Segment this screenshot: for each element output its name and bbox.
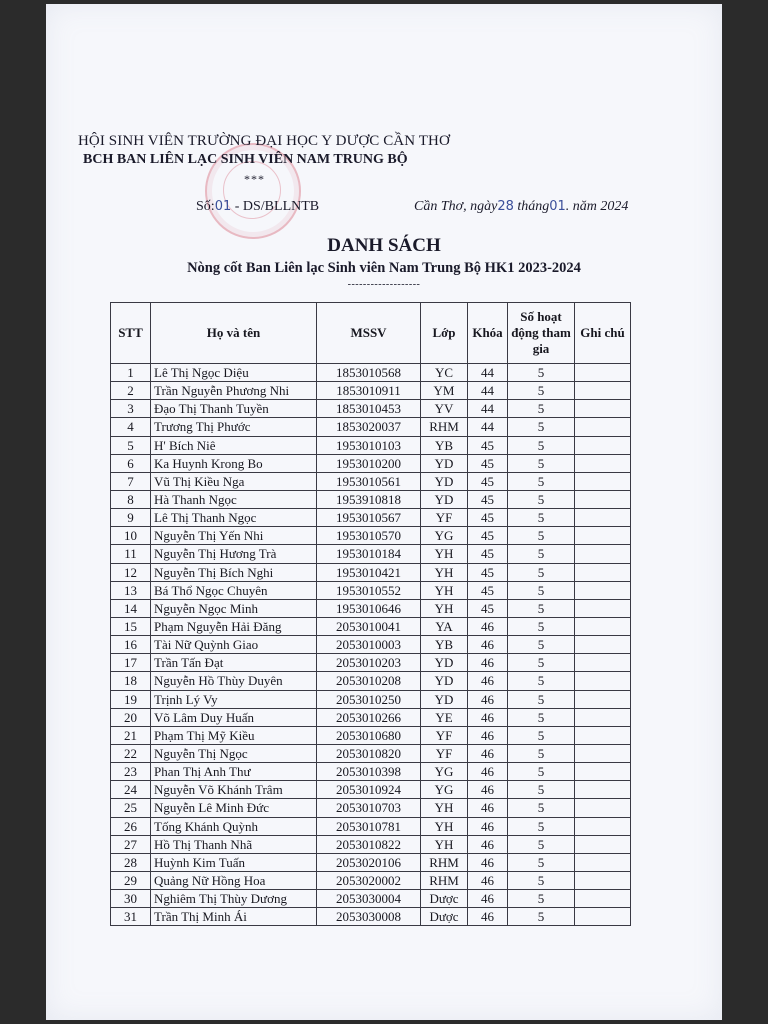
cell-notes (575, 835, 631, 853)
cell-student-id: 1953010570 (317, 527, 421, 545)
cell-cohort: 46 (468, 908, 508, 926)
cell-class: YA (421, 617, 468, 635)
cell-cohort: 45 (468, 490, 508, 508)
table-row (111, 454, 631, 472)
table-row (111, 871, 631, 889)
cell-stt: 23 (111, 763, 151, 781)
cell-class: YD (421, 654, 468, 672)
table-row (111, 726, 631, 744)
cell-stt: 17 (111, 654, 151, 672)
cell-notes (575, 636, 631, 654)
cell-cohort: 45 (468, 545, 508, 563)
cell-name: Trần Nguyễn Phương Nhi (151, 382, 317, 400)
cell-name: Lê Thị Ngọc Diệu (151, 364, 317, 382)
cell-stt: 8 (111, 490, 151, 508)
cell-notes (575, 690, 631, 708)
cell-activity-count: 5 (508, 545, 575, 563)
cell-activity-count: 5 (508, 817, 575, 835)
cell-cohort: 46 (468, 799, 508, 817)
table-row (111, 472, 631, 490)
cell-activity-count: 5 (508, 890, 575, 908)
cell-class: YE (421, 708, 468, 726)
cell-class: YB (421, 636, 468, 654)
cell-stt: 25 (111, 799, 151, 817)
cell-notes (575, 763, 631, 781)
cell-stt: 12 (111, 563, 151, 581)
cell-notes (575, 472, 631, 490)
cell-stt: 1 (111, 364, 151, 382)
cell-notes (575, 799, 631, 817)
cell-student-id: 1953010421 (317, 563, 421, 581)
cell-notes (575, 599, 631, 617)
cell-student-id: 1853020037 (317, 418, 421, 436)
table-row (111, 490, 631, 508)
cell-name: Hồ Thị Thanh Nhã (151, 835, 317, 853)
cell-stt: 27 (111, 835, 151, 853)
cell-student-id: 2053010703 (317, 799, 421, 817)
header-name: Họ và tên (151, 303, 317, 364)
cell-student-id: 2053020106 (317, 853, 421, 871)
cell-student-id: 1953010103 (317, 436, 421, 454)
table-row (111, 545, 631, 563)
cell-name: Nguyễn Thị Bích Nghi (151, 563, 317, 581)
cell-notes (575, 454, 631, 472)
cell-stt: 28 (111, 853, 151, 871)
cell-student-id: 1853010453 (317, 400, 421, 418)
cell-activity-count: 5 (508, 364, 575, 382)
cell-cohort: 45 (468, 599, 508, 617)
cell-activity-count: 5 (508, 908, 575, 926)
cell-class: YC (421, 364, 468, 382)
cell-notes (575, 418, 631, 436)
cell-activity-count: 5 (508, 853, 575, 871)
cell-student-id: 2053010680 (317, 726, 421, 744)
cell-student-id: 2053010203 (317, 654, 421, 672)
cell-activity-count: 5 (508, 781, 575, 799)
cell-student-id: 2053010781 (317, 817, 421, 835)
cell-student-id: 1853010568 (317, 364, 421, 382)
cell-stt: 9 (111, 509, 151, 527)
date-year: . năm 2024 (565, 199, 629, 214)
table-row (111, 509, 631, 527)
cell-activity-count: 5 (508, 418, 575, 436)
cell-stt: 30 (111, 890, 151, 908)
table-row (111, 400, 631, 418)
cell-cohort: 46 (468, 726, 508, 744)
cell-stt: 24 (111, 781, 151, 799)
cell-notes (575, 890, 631, 908)
cell-cohort: 46 (468, 871, 508, 889)
table-row (111, 835, 631, 853)
cell-student-id: 2053030008 (317, 908, 421, 926)
cell-stt: 4 (111, 418, 151, 436)
cell-stt: 29 (111, 871, 151, 889)
table-row (111, 382, 631, 400)
cell-name: H' Bích Niê (151, 436, 317, 454)
cell-notes (575, 382, 631, 400)
table-row (111, 763, 631, 781)
cell-name: Bá Thổ Ngọc Chuyên (151, 581, 317, 599)
cell-name: Nguyễn Thị Hương Trà (151, 545, 317, 563)
cell-name: Nguyễn Thị Yến Nhi (151, 527, 317, 545)
cell-name: Tài Nữ Quỳnh Giao (151, 636, 317, 654)
cell-stt: 18 (111, 672, 151, 690)
cell-activity-count: 5 (508, 599, 575, 617)
cell-class: YG (421, 763, 468, 781)
cell-class: YH (421, 799, 468, 817)
cell-notes (575, 364, 631, 382)
cell-name: Nguyễn Hồ Thùy Duyên (151, 672, 317, 690)
table-row (111, 364, 631, 382)
cell-cohort: 45 (468, 472, 508, 490)
cell-stt: 15 (111, 617, 151, 635)
cell-student-id: 2053010266 (317, 708, 421, 726)
cell-notes (575, 400, 631, 418)
reference-number: 01 (214, 199, 232, 214)
cell-class: YM (421, 382, 468, 400)
header-notes: Ghi chú (575, 303, 631, 364)
cell-cohort: 46 (468, 817, 508, 835)
cell-notes (575, 436, 631, 454)
cell-cohort: 46 (468, 835, 508, 853)
cell-notes (575, 744, 631, 762)
table-row (111, 890, 631, 908)
cell-activity-count: 5 (508, 799, 575, 817)
cell-stt: 26 (111, 817, 151, 835)
cell-cohort: 44 (468, 418, 508, 436)
cell-stt: 22 (111, 744, 151, 762)
cell-notes (575, 708, 631, 726)
cell-activity-count: 5 (508, 726, 575, 744)
cell-activity-count: 5 (508, 636, 575, 654)
table-row (111, 617, 631, 635)
table-row (111, 418, 631, 436)
header-stars: *** (244, 172, 265, 186)
cell-activity-count: 5 (508, 690, 575, 708)
cell-activity-count: 5 (508, 744, 575, 762)
cell-name: Tống Khánh Quỳnh (151, 817, 317, 835)
cell-student-id: 1953010646 (317, 599, 421, 617)
cell-stt: 10 (111, 527, 151, 545)
cell-name: Trần Tấn Đạt (151, 654, 317, 672)
cell-notes (575, 908, 631, 926)
cell-student-id: 2053020002 (317, 871, 421, 889)
cell-class: YG (421, 781, 468, 799)
cell-activity-count: 5 (508, 454, 575, 472)
cell-student-id: 1953010184 (317, 545, 421, 563)
date-prefix: Cần Thơ, ngày (414, 199, 498, 214)
table-row (111, 563, 631, 581)
header-stt: STT (111, 303, 151, 364)
cell-student-id: 2053010924 (317, 781, 421, 799)
date-month-label: tháng (517, 199, 550, 214)
table-row (111, 527, 631, 545)
cell-notes (575, 672, 631, 690)
cell-student-id: 1953910818 (317, 490, 421, 508)
cell-cohort: 46 (468, 708, 508, 726)
cell-class: Dược (421, 908, 468, 926)
cell-notes (575, 581, 631, 599)
cell-cohort: 45 (468, 581, 508, 599)
cell-cohort: 46 (468, 690, 508, 708)
cell-notes (575, 781, 631, 799)
cell-name: Ka Huynh Krong Bo (151, 454, 317, 472)
table-row (111, 908, 631, 926)
cell-name: Vũ Thị Kiều Nga (151, 472, 317, 490)
header-activity-count: Số hoạt động tham gia (508, 303, 575, 364)
cell-name: Nguyễn Thị Ngọc (151, 744, 317, 762)
cell-name: Quảng Nữ Hồng Hoa (151, 871, 317, 889)
cell-name: Nguyễn Ngọc Minh (151, 599, 317, 617)
cell-stt: 3 (111, 400, 151, 418)
cell-student-id: 2053010822 (317, 835, 421, 853)
cell-activity-count: 5 (508, 871, 575, 889)
cell-class: Dược (421, 890, 468, 908)
cell-cohort: 46 (468, 853, 508, 871)
cell-stt: 19 (111, 690, 151, 708)
cell-class: YH (421, 563, 468, 581)
cell-stt: 5 (111, 436, 151, 454)
table-row (111, 853, 631, 871)
committee-name: BCH BAN LIÊN LẠC SINH VIÊN NAM TRUNG BỘ (83, 152, 408, 167)
cell-student-id: 2053010250 (317, 690, 421, 708)
table-row (111, 672, 631, 690)
cell-name: Hà Thanh Ngọc (151, 490, 317, 508)
document-title: DANH SÁCH (327, 235, 441, 256)
cell-class: YH (421, 817, 468, 835)
cell-cohort: 46 (468, 763, 508, 781)
table-row (111, 599, 631, 617)
cell-student-id: 2053010208 (317, 672, 421, 690)
cell-stt: 31 (111, 908, 151, 926)
cell-student-id: 2053030004 (317, 890, 421, 908)
member-table (110, 302, 631, 926)
cell-cohort: 45 (468, 436, 508, 454)
cell-class: YH (421, 545, 468, 563)
date-day: 28 (497, 199, 514, 214)
document-date (414, 199, 628, 215)
cell-activity-count: 5 (508, 509, 575, 527)
cell-name: Phạm Thị Mỹ Kiều (151, 726, 317, 744)
table-row (111, 654, 631, 672)
cell-notes (575, 726, 631, 744)
cell-name: Đạo Thị Thanh Tuyền (151, 400, 317, 418)
table-row (111, 636, 631, 654)
cell-cohort: 46 (468, 654, 508, 672)
cell-class: YH (421, 581, 468, 599)
cell-name: Phạm Nguyễn Hải Đăng (151, 617, 317, 635)
cell-name: Phan Thị Anh Thư (151, 763, 317, 781)
cell-stt: 13 (111, 581, 151, 599)
header-class: Lớp (421, 303, 468, 364)
cell-name: Trần Thị Minh Ái (151, 908, 317, 926)
cell-class: YH (421, 835, 468, 853)
cell-student-id: 2053010041 (317, 617, 421, 635)
cell-name: Huỳnh Kim Tuấn (151, 853, 317, 871)
cell-notes (575, 853, 631, 871)
table-row (111, 744, 631, 762)
cell-student-id: 2053010003 (317, 636, 421, 654)
cell-class: RHM (421, 418, 468, 436)
cell-activity-count: 5 (508, 472, 575, 490)
cell-cohort: 45 (468, 563, 508, 581)
cell-notes (575, 871, 631, 889)
cell-name: Trương Thị Phước (151, 418, 317, 436)
cell-student-id: 1953010561 (317, 472, 421, 490)
cell-name: Nguyễn Lê Minh Đức (151, 799, 317, 817)
cell-cohort: 46 (468, 781, 508, 799)
cell-stt: 16 (111, 636, 151, 654)
cell-class: YD (421, 454, 468, 472)
cell-activity-count: 5 (508, 527, 575, 545)
cell-class: YF (421, 509, 468, 527)
cell-stt: 11 (111, 545, 151, 563)
cell-cohort: 44 (468, 382, 508, 400)
date-month: 01 (549, 199, 566, 214)
cell-stt: 7 (111, 472, 151, 490)
reference-prefix: Số: (196, 199, 215, 214)
table-row (111, 690, 631, 708)
table-row (111, 799, 631, 817)
cell-notes (575, 545, 631, 563)
cell-stt: 21 (111, 726, 151, 744)
table-row (111, 817, 631, 835)
cell-stt: 2 (111, 382, 151, 400)
cell-stt: 14 (111, 599, 151, 617)
cell-student-id: 2053010820 (317, 744, 421, 762)
cell-class: YD (421, 672, 468, 690)
cell-class: YV (421, 400, 468, 418)
cell-notes (575, 563, 631, 581)
organization-name: HỘI SINH VIÊN TRƯỜNG ĐẠI HỌC Y DƯỢC CẦN THƠ (78, 133, 450, 149)
cell-cohort: 44 (468, 400, 508, 418)
table-row (111, 581, 631, 599)
cell-class: YF (421, 744, 468, 762)
cell-cohort: 46 (468, 890, 508, 908)
cell-notes (575, 617, 631, 635)
cell-cohort: 46 (468, 617, 508, 635)
cell-activity-count: 5 (508, 382, 575, 400)
cell-student-id: 1853010911 (317, 382, 421, 400)
cell-notes (575, 490, 631, 508)
cell-activity-count: 5 (508, 617, 575, 635)
reference-suffix: - DS/BLLNTB (234, 199, 320, 214)
cell-class: RHM (421, 871, 468, 889)
cell-class: YD (421, 490, 468, 508)
table-row (111, 781, 631, 799)
cell-student-id: 1953010567 (317, 509, 421, 527)
cell-student-id: 2053010398 (317, 763, 421, 781)
cell-activity-count: 5 (508, 581, 575, 599)
cell-activity-count: 5 (508, 835, 575, 853)
cell-student-id: 1953010552 (317, 581, 421, 599)
cell-cohort: 45 (468, 527, 508, 545)
cell-student-id: 1953010200 (317, 454, 421, 472)
cell-stt: 6 (111, 454, 151, 472)
cell-name: Lê Thị Thanh Ngọc (151, 509, 317, 527)
cell-class: YB (421, 436, 468, 454)
cell-name: Trịnh Lý Vy (151, 690, 317, 708)
table-header-row (111, 303, 631, 364)
title-divider: ------------------- (347, 279, 421, 290)
table-body (111, 364, 631, 926)
cell-cohort: 44 (468, 364, 508, 382)
cell-class: YD (421, 472, 468, 490)
cell-notes (575, 527, 631, 545)
table-row (111, 436, 631, 454)
cell-notes (575, 509, 631, 527)
cell-activity-count: 5 (508, 654, 575, 672)
cell-stt: 20 (111, 708, 151, 726)
document-reference (196, 199, 319, 215)
cell-class: YG (421, 527, 468, 545)
cell-name: Nghiêm Thị Thùy Dương (151, 890, 317, 908)
cell-notes (575, 817, 631, 835)
cell-cohort: 45 (468, 509, 508, 527)
cell-notes (575, 654, 631, 672)
cell-activity-count: 5 (508, 708, 575, 726)
cell-cohort: 46 (468, 672, 508, 690)
header-cohort: Khóa (468, 303, 508, 364)
cell-name: Nguyễn Võ Khánh Trâm (151, 781, 317, 799)
cell-class: YF (421, 726, 468, 744)
document-subtitle: Nòng cốt Ban Liên lạc Sinh viên Nam Trung Bộ HK1 2023-2024 (187, 260, 581, 276)
cell-activity-count: 5 (508, 400, 575, 418)
table-row (111, 708, 631, 726)
cell-activity-count: 5 (508, 563, 575, 581)
cell-class: YD (421, 690, 468, 708)
cell-name: Võ Lâm Duy Huấn (151, 708, 317, 726)
cell-activity-count: 5 (508, 763, 575, 781)
cell-cohort: 46 (468, 744, 508, 762)
cell-activity-count: 5 (508, 490, 575, 508)
cell-cohort: 45 (468, 454, 508, 472)
cell-class: YH (421, 599, 468, 617)
cell-activity-count: 5 (508, 436, 575, 454)
cell-cohort: 46 (468, 636, 508, 654)
cell-activity-count: 5 (508, 672, 575, 690)
cell-class: RHM (421, 853, 468, 871)
header-student-id: MSSV (317, 303, 421, 364)
